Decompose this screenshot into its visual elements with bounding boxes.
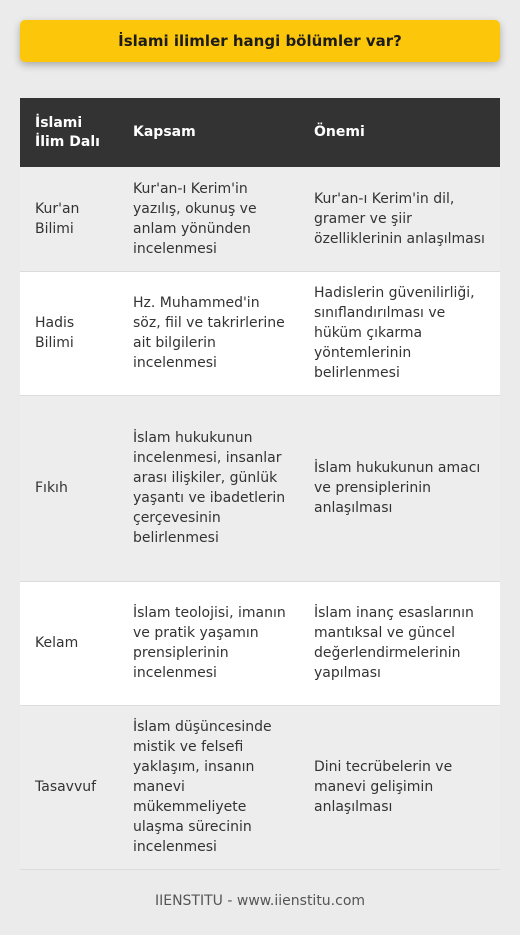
table-row — [20, 581, 500, 705]
header-scope: Kapsam — [118, 98, 299, 167]
header-branch: İslami İlim Dalı — [20, 98, 118, 167]
cell-scope: İslam düşüncesinde mistik ve felsefi yaklaşım, insanın manevi mükemmeliyete ulaşma sürecinin incelenmesi — [118, 705, 299, 869]
cell-branch: Kelam — [20, 581, 118, 705]
cell-importance: İslam inanç esaslarının mantıksal ve güncel değerlendirmelerinin yapılması — [299, 581, 500, 705]
islamic-sciences-table — [20, 98, 500, 870]
cell-scope: Hz. Muhammed'in söz, fiil ve takrirlerine ait bilgilerin incelenmesi — [118, 271, 299, 395]
header-importance: Önemi — [299, 98, 500, 167]
cell-branch: Tasavvuf — [20, 705, 118, 869]
cell-scope: İslam hukukunun incelenmesi, insanlar arası ilişkiler, günlük yaşantı ve ibadetlerin çerçevesinin belirlenmesi — [118, 395, 299, 581]
cell-scope: İslam teolojisi, imanın ve pratik yaşamın prensiplerinin incelenmesi — [118, 581, 299, 705]
cell-branch: Hadis Bilimi — [20, 271, 118, 395]
cell-importance: İslam hukukunun amacı ve prensiplerinin anlaşılması — [299, 395, 500, 581]
cell-scope: Kur'an-ı Kerim'in yazılış, okunuş ve anlam yönünden incelenmesi — [118, 167, 299, 271]
cell-branch: Kur'an Bilimi — [20, 167, 118, 271]
cell-importance: Dini tecrübelerin ve manevi gelişimin anlaşılması — [299, 705, 500, 869]
cell-branch: Fıkıh — [20, 395, 118, 581]
cell-importance: Hadislerin güvenilirliği, sınıflandırılması ve hüküm çıkarma yöntemlerinin belirlenmesi — [299, 271, 500, 395]
footer-credit: IIENSTITU - www.iienstitu.com — [154, 893, 366, 909]
table-row — [20, 705, 500, 869]
table-row — [20, 271, 500, 395]
cell-importance: Kur'an-ı Kerim'in dil, gramer ve şiir özelliklerinin anlaşılması — [299, 167, 500, 271]
table-header-row — [20, 98, 500, 167]
table-row — [20, 167, 500, 271]
title-banner — [20, 20, 500, 62]
page-title: İslami ilimler hangi bölümler var? — [118, 32, 402, 50]
table-row — [20, 395, 500, 581]
